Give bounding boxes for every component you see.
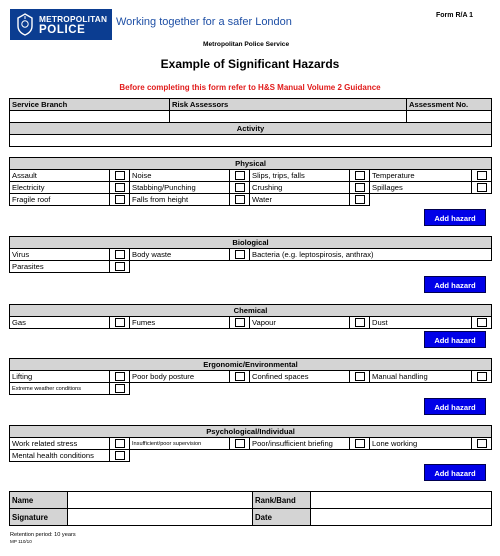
ergonomic-section-title: Ergonomic/Environmental bbox=[10, 359, 492, 371]
hazard-label: Fumes bbox=[130, 317, 230, 329]
hazard-label: Manual handling bbox=[370, 371, 472, 383]
hazard-checkbox[interactable] bbox=[355, 318, 365, 327]
add-hazard-button-biological[interactable]: Add hazard bbox=[424, 276, 486, 293]
assessment-header-table bbox=[9, 98, 492, 147]
hazard-label: Crushing bbox=[250, 182, 350, 194]
rank-band-field[interactable] bbox=[311, 492, 492, 509]
hazard-checkbox[interactable] bbox=[115, 171, 125, 180]
hazard-checkbox[interactable] bbox=[115, 384, 125, 393]
physical-section-title: Physical bbox=[10, 158, 492, 170]
form-code: MP 110/10 bbox=[10, 539, 32, 544]
hazard-label: Parasites bbox=[10, 261, 110, 273]
hazard-label: Stabbing/Punching bbox=[130, 182, 230, 194]
add-hazard-button-physical[interactable]: Add hazard bbox=[424, 209, 486, 226]
hazard-checkbox[interactable] bbox=[477, 439, 487, 448]
chemical-section-title: Chemical bbox=[10, 305, 492, 317]
met-police-logo bbox=[10, 9, 112, 40]
biological-section-title: Biological bbox=[10, 237, 492, 249]
hazard-label: Poor/insufficient briefing bbox=[250, 438, 350, 450]
risk-assessors-label: Risk Assessors bbox=[170, 99, 407, 111]
hazard-checkbox[interactable] bbox=[235, 372, 245, 381]
hazard-checkbox[interactable] bbox=[115, 372, 125, 381]
add-hazard-button-ergonomic[interactable]: Add hazard bbox=[424, 398, 486, 415]
hazard-checkbox[interactable] bbox=[355, 372, 365, 381]
hazard-label: Noise bbox=[130, 170, 230, 182]
hazard-label: Body waste bbox=[130, 249, 230, 261]
hazard-checkbox[interactable] bbox=[477, 183, 487, 192]
assessment-no-label: Assessment No. bbox=[407, 99, 492, 111]
page-title: Example of Significant Hazards bbox=[160, 57, 340, 71]
hazard-checkbox[interactable] bbox=[115, 439, 125, 448]
hazard-label: Lifting bbox=[10, 371, 110, 383]
psychological-section-title: Psychological/Individual bbox=[10, 426, 492, 438]
hazard-label: Spillages bbox=[370, 182, 472, 194]
rank-band-label: Rank/Band bbox=[253, 492, 311, 509]
hazard-label: Work related stress bbox=[10, 438, 110, 450]
hazard-checkbox[interactable] bbox=[235, 318, 245, 327]
hazard-checkbox[interactable] bbox=[115, 318, 125, 327]
hazard-checkbox[interactable] bbox=[477, 318, 487, 327]
service-branch-field[interactable] bbox=[10, 111, 170, 123]
hazard-label: Slips, trips, falls bbox=[250, 170, 350, 182]
hazard-label: Fragile roof bbox=[10, 194, 110, 206]
activity-label: Activity bbox=[10, 123, 492, 135]
guidance-warning: Before completing this form refer to H&S Manual Volume 2 Guidance bbox=[119, 83, 381, 92]
hazard-checkbox[interactable] bbox=[355, 183, 365, 192]
hazard-label: Dust bbox=[370, 317, 472, 329]
hazard-label: Mental health conditions bbox=[10, 450, 110, 462]
biological-hazards-table bbox=[9, 236, 492, 273]
hazard-checkbox[interactable] bbox=[115, 451, 125, 460]
form-reference: Form R/A 1 bbox=[436, 12, 474, 19]
police-crest-icon bbox=[16, 13, 34, 36]
hazard-label: Falls from height bbox=[130, 194, 230, 206]
service-name: Metropolitan Police Service bbox=[203, 41, 290, 48]
hazard-checkbox[interactable] bbox=[235, 250, 245, 259]
add-hazard-button-chemical[interactable]: Add hazard bbox=[424, 331, 486, 348]
hazard-label: Gas bbox=[10, 317, 110, 329]
ergonomic-hazards-table bbox=[9, 358, 492, 395]
hazard-checkbox[interactable] bbox=[355, 195, 365, 204]
signature-label: Signature bbox=[10, 509, 68, 526]
add-hazard-button-psychological[interactable]: Add hazard bbox=[424, 464, 486, 481]
hazard-checkbox[interactable] bbox=[477, 372, 487, 381]
hazard-checkbox[interactable] bbox=[477, 171, 487, 180]
hazard-checkbox[interactable] bbox=[235, 183, 245, 192]
chemical-hazards-table bbox=[9, 304, 492, 329]
hazard-label: Poor body posture bbox=[130, 371, 230, 383]
psychological-hazards-table bbox=[9, 425, 492, 462]
hazard-checkbox[interactable] bbox=[235, 439, 245, 448]
activity-field[interactable] bbox=[10, 135, 492, 147]
name-field[interactable] bbox=[68, 492, 253, 509]
hazard-label: Electricity bbox=[10, 182, 110, 194]
date-field[interactable] bbox=[311, 509, 492, 526]
logo-line-2: POLICE bbox=[39, 24, 86, 36]
signature-field[interactable] bbox=[68, 509, 253, 526]
hazard-checkbox[interactable] bbox=[235, 171, 245, 180]
retention-period: Retention period: 10 years bbox=[10, 532, 76, 538]
hazard-label: Assault bbox=[10, 170, 110, 182]
hazard-label: Insufficient/poor supervision bbox=[130, 438, 230, 450]
hazard-label: Temperature bbox=[370, 170, 472, 182]
logo-line-1: METROPOLITAN bbox=[39, 14, 108, 24]
physical-hazards-table bbox=[9, 157, 492, 206]
hazard-checkbox[interactable] bbox=[355, 439, 365, 448]
slogan: Working together for a safer London bbox=[116, 16, 292, 28]
assessment-no-field[interactable] bbox=[407, 111, 492, 123]
hazard-label: Water bbox=[250, 194, 350, 206]
hazard-label: Bacteria (e.g. leptospirosis, anthrax) bbox=[250, 249, 492, 261]
name-label: Name bbox=[10, 492, 68, 509]
hazard-checkbox[interactable] bbox=[115, 262, 125, 271]
hazard-checkbox[interactable] bbox=[115, 195, 125, 204]
hazard-checkbox[interactable] bbox=[115, 250, 125, 259]
hazard-checkbox[interactable] bbox=[235, 195, 245, 204]
hazard-label: Vapour bbox=[250, 317, 350, 329]
hazard-label: Virus bbox=[10, 249, 110, 261]
hazard-checkbox[interactable] bbox=[355, 171, 365, 180]
date-label: Date bbox=[253, 509, 311, 526]
hazard-checkbox[interactable] bbox=[115, 183, 125, 192]
hazard-label: Extreme weather conditions bbox=[10, 383, 110, 395]
risk-assessors-field[interactable] bbox=[170, 111, 407, 123]
hazard-label: Lone working bbox=[370, 438, 472, 450]
hazard-label: Confined spaces bbox=[250, 371, 350, 383]
signoff-table bbox=[9, 491, 492, 526]
service-branch-label: Service Branch bbox=[10, 99, 170, 111]
